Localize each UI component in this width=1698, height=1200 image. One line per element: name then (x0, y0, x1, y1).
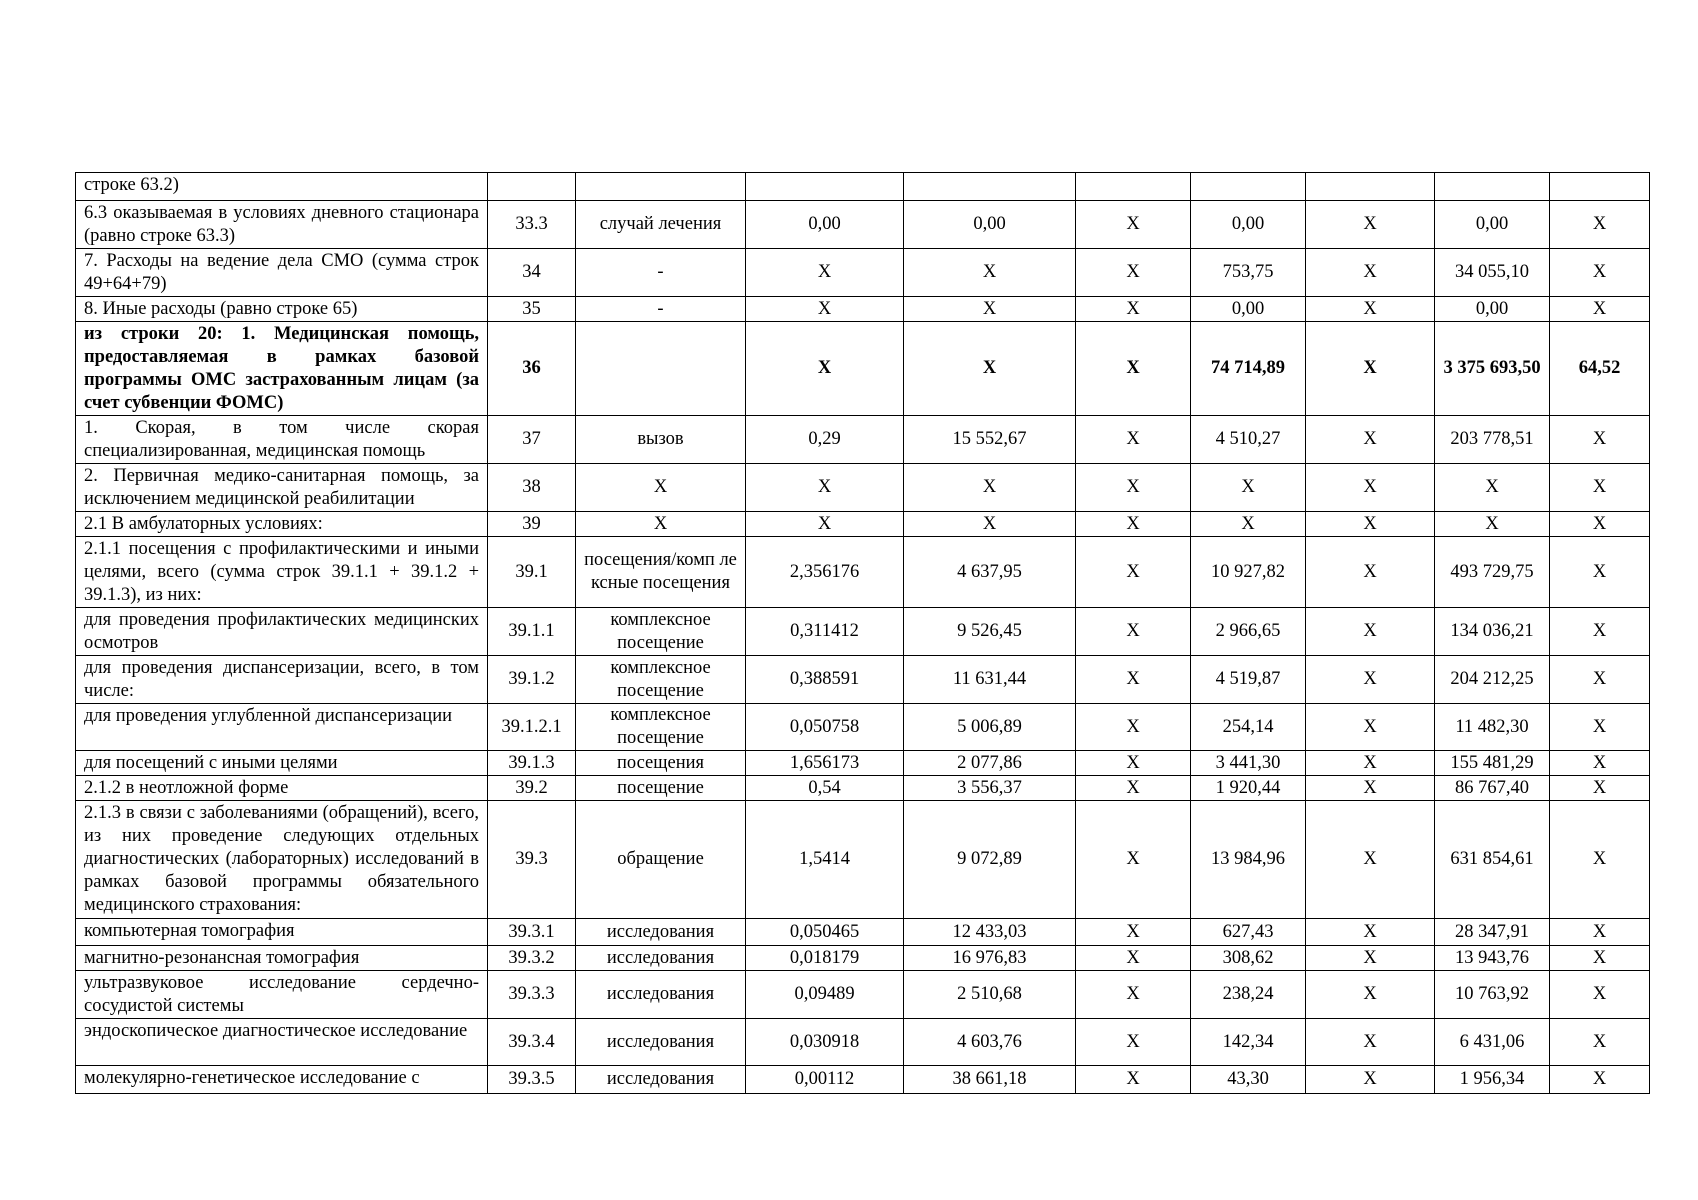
value-cell-6: X (1076, 919, 1191, 946)
value-cell-9: 203 778,51 (1435, 416, 1550, 464)
value-cell-9: 631 854,61 (1435, 801, 1550, 919)
value-cell-7: 1 920,44 (1191, 776, 1306, 801)
row-name-cell: молекулярно-генетическое исследование с (76, 1066, 488, 1094)
value-cell-5: 9 526,45 (904, 608, 1076, 656)
value-cell-7: 142,34 (1191, 1019, 1306, 1066)
value-cell-6: X (1076, 704, 1191, 751)
value-cell-4: 1,656173 (746, 751, 904, 776)
value-cell-5: 15 552,67 (904, 416, 1076, 464)
unit-cell (576, 322, 746, 416)
table-row (76, 971, 1650, 1019)
row-name-cell: ультразвуковое исследование сердечно-сосудистой системы (76, 971, 488, 1019)
value-cell-9 (1435, 173, 1550, 201)
row-name-cell: магнитно-резонансная томография (76, 946, 488, 971)
row-name-cell: 2.1.3 в связи с заболеваниями (обращений), всего, из них проведение следующих отдельных диагностических (лабораторных) исследований в рамках базовой программы обязательного медицинского страхования: (76, 801, 488, 919)
value-cell-9: 134 036,21 (1435, 608, 1550, 656)
row-code-cell: 39.3.4 (488, 1019, 576, 1066)
table-row (76, 608, 1650, 656)
value-cell-5: 5 006,89 (904, 704, 1076, 751)
value-cell-7: 4 510,27 (1191, 416, 1306, 464)
row-name-cell: для проведения профилактических медицинских осмотров (76, 608, 488, 656)
value-cell-8: X (1306, 416, 1435, 464)
value-cell-10: X (1550, 946, 1650, 971)
value-cell-7: 0,00 (1191, 201, 1306, 249)
row-code-cell: 39.1.3 (488, 751, 576, 776)
value-cell-9: 86 767,40 (1435, 776, 1550, 801)
value-cell-8: X (1306, 1019, 1435, 1066)
table-row (76, 537, 1650, 608)
value-cell-10: X (1550, 776, 1650, 801)
value-cell-9: X (1435, 512, 1550, 537)
value-cell-7: 308,62 (1191, 946, 1306, 971)
value-cell-4: 0,050758 (746, 704, 904, 751)
value-cell-4: 0,018179 (746, 946, 904, 971)
table-row (76, 1066, 1650, 1094)
row-name-cell: 1. Скорая, в том числе скорая специализированная, медицинская помощь (76, 416, 488, 464)
row-code-cell: 39 (488, 512, 576, 537)
unit-cell: X (576, 512, 746, 537)
unit-cell: вызов (576, 416, 746, 464)
row-code-cell: 37 (488, 416, 576, 464)
row-name-cell: эндоскопическое диагностическое исследование (76, 1019, 488, 1066)
row-name-cell: компьютерная томография (76, 919, 488, 946)
row-code-cell: 35 (488, 297, 576, 322)
value-cell-8: X (1306, 704, 1435, 751)
unit-cell: обращение (576, 801, 746, 919)
value-cell-4: 0,09489 (746, 971, 904, 1019)
table-body (76, 173, 1650, 1094)
value-cell-5: X (904, 297, 1076, 322)
row-code-cell: 39.3.1 (488, 919, 576, 946)
value-cell-5: 0,00 (904, 201, 1076, 249)
value-cell-10: X (1550, 512, 1650, 537)
value-cell-6: X (1076, 971, 1191, 1019)
value-cell-8: X (1306, 322, 1435, 416)
value-cell-4: 0,00 (746, 201, 904, 249)
value-cell-9: 6 431,06 (1435, 1019, 1550, 1066)
value-cell-8: X (1306, 946, 1435, 971)
value-cell-4: X (746, 322, 904, 416)
value-cell-10 (1550, 173, 1650, 201)
value-cell-4: 0,030918 (746, 1019, 904, 1066)
value-cell-6: X (1076, 776, 1191, 801)
value-cell-8: X (1306, 201, 1435, 249)
value-cell-5: 16 976,83 (904, 946, 1076, 971)
value-cell-5: 4 637,95 (904, 537, 1076, 608)
value-cell-9: 28 347,91 (1435, 919, 1550, 946)
value-cell-6: X (1076, 656, 1191, 704)
value-cell-6: X (1076, 608, 1191, 656)
row-code-cell: 34 (488, 249, 576, 297)
row-code-cell: 39.3.5 (488, 1066, 576, 1094)
value-cell-7: 627,43 (1191, 919, 1306, 946)
row-name-cell: 6.3 оказываемая в условиях дневного стационара (равно строке 63.3) (76, 201, 488, 249)
table-row (76, 322, 1650, 416)
value-cell-10: X (1550, 751, 1650, 776)
value-cell-5: 11 631,44 (904, 656, 1076, 704)
table-row (76, 201, 1650, 249)
value-cell-4: 2,356176 (746, 537, 904, 608)
value-cell-8: X (1306, 512, 1435, 537)
row-code-cell: 39.1 (488, 537, 576, 608)
value-cell-6: X (1076, 1066, 1191, 1094)
row-code-cell: 38 (488, 464, 576, 512)
value-cell-8: X (1306, 537, 1435, 608)
value-cell-5: 2 510,68 (904, 971, 1076, 1019)
value-cell-7: 43,30 (1191, 1066, 1306, 1094)
value-cell-8: X (1306, 608, 1435, 656)
row-name-cell: 7. Расходы на ведение дела СМО (сумма строк 49+64+79) (76, 249, 488, 297)
table-row (76, 801, 1650, 919)
value-cell-8: X (1306, 776, 1435, 801)
table-row (76, 416, 1650, 464)
value-cell-8: X (1306, 464, 1435, 512)
value-cell-4: 0,29 (746, 416, 904, 464)
value-cell-10: X (1550, 801, 1650, 919)
unit-cell: - (576, 297, 746, 322)
value-cell-9: 3 375 693,50 (1435, 322, 1550, 416)
value-cell-10: X (1550, 1019, 1650, 1066)
value-cell-9: 0,00 (1435, 297, 1550, 322)
value-cell-6: X (1076, 416, 1191, 464)
row-name-cell: для посещений с иными целями (76, 751, 488, 776)
row-name-cell: для проведения углубленной диспансеризации (76, 704, 488, 751)
value-cell-10: X (1550, 704, 1650, 751)
value-cell-7: 254,14 (1191, 704, 1306, 751)
value-cell-5: X (904, 322, 1076, 416)
unit-cell: комплексное посещение (576, 704, 746, 751)
unit-cell: посещения/комп ле ксные посещения (576, 537, 746, 608)
value-cell-4: X (746, 297, 904, 322)
value-cell-8: X (1306, 971, 1435, 1019)
row-name-cell: 8. Иные расходы (равно строке 65) (76, 297, 488, 322)
value-cell-6: X (1076, 537, 1191, 608)
row-name-cell: 2.1.2 в неотложной форме (76, 776, 488, 801)
value-cell-10: X (1550, 201, 1650, 249)
value-cell-7: 3 441,30 (1191, 751, 1306, 776)
value-cell-10: X (1550, 971, 1650, 1019)
unit-cell: исследования (576, 1019, 746, 1066)
value-cell-10: 64,52 (1550, 322, 1650, 416)
value-cell-10: X (1550, 919, 1650, 946)
value-cell-7: 0,00 (1191, 297, 1306, 322)
unit-cell: комплексное посещение (576, 608, 746, 656)
value-cell-5: 9 072,89 (904, 801, 1076, 919)
value-cell-4: 0,54 (746, 776, 904, 801)
value-cell-4: X (746, 249, 904, 297)
table-row (76, 656, 1650, 704)
value-cell-7: 2 966,65 (1191, 608, 1306, 656)
table-row (76, 776, 1650, 801)
value-cell-7: X (1191, 464, 1306, 512)
value-cell-6 (1076, 173, 1191, 201)
value-cell-6: X (1076, 297, 1191, 322)
value-cell-8: X (1306, 801, 1435, 919)
row-name-cell: 2.1.1 посещения с профилактическими и иными целями, всего (сумма строк 39.1.1 + 39.1.2 + 39.1.3), из них: (76, 537, 488, 608)
value-cell-9: 0,00 (1435, 201, 1550, 249)
table-row (76, 1019, 1650, 1066)
unit-cell: комплексное посещение (576, 656, 746, 704)
row-code-cell: 39.2 (488, 776, 576, 801)
value-cell-10: X (1550, 464, 1650, 512)
value-cell-4 (746, 173, 904, 201)
value-cell-6: X (1076, 322, 1191, 416)
row-name-cell: строке 63.2) (76, 173, 488, 201)
row-name-cell: 2. Первичная медико-санитарная помощь, за исключением медицинской реабилитации (76, 464, 488, 512)
value-cell-7 (1191, 173, 1306, 201)
value-cell-5 (904, 173, 1076, 201)
table-row (76, 297, 1650, 322)
row-code-cell: 39.1.1 (488, 608, 576, 656)
value-cell-4: 0,311412 (746, 608, 904, 656)
value-cell-10: X (1550, 1066, 1650, 1094)
value-cell-5: 2 077,86 (904, 751, 1076, 776)
row-name-cell: для проведения диспансеризации, всего, в том числе: (76, 656, 488, 704)
value-cell-6: X (1076, 751, 1191, 776)
value-cell-7: 238,24 (1191, 971, 1306, 1019)
table-row (76, 464, 1650, 512)
value-cell-6: X (1076, 464, 1191, 512)
value-cell-9: 13 943,76 (1435, 946, 1550, 971)
row-code-cell (488, 173, 576, 201)
value-cell-8: X (1306, 249, 1435, 297)
table-row (76, 946, 1650, 971)
unit-cell: посещения (576, 751, 746, 776)
value-cell-5: 3 556,37 (904, 776, 1076, 801)
value-cell-8: X (1306, 919, 1435, 946)
value-cell-6: X (1076, 201, 1191, 249)
value-cell-7: 10 927,82 (1191, 537, 1306, 608)
value-cell-4: X (746, 464, 904, 512)
row-code-cell: 39.1.2 (488, 656, 576, 704)
value-cell-7: X (1191, 512, 1306, 537)
value-cell-4: 0,050465 (746, 919, 904, 946)
value-cell-6: X (1076, 801, 1191, 919)
table-row (76, 249, 1650, 297)
table-row (76, 919, 1650, 946)
value-cell-8: X (1306, 751, 1435, 776)
value-cell-5: 12 433,03 (904, 919, 1076, 946)
value-cell-5: 38 661,18 (904, 1066, 1076, 1094)
unit-cell: посещение (576, 776, 746, 801)
row-code-cell: 39.3 (488, 801, 576, 919)
value-cell-8 (1306, 173, 1435, 201)
table-row (76, 751, 1650, 776)
row-code-cell: 39.3.2 (488, 946, 576, 971)
table-row (76, 173, 1650, 201)
value-cell-4: 1,5414 (746, 801, 904, 919)
value-cell-4: X (746, 512, 904, 537)
data-table (75, 172, 1650, 1094)
value-cell-9: 34 055,10 (1435, 249, 1550, 297)
row-code-cell: 33.3 (488, 201, 576, 249)
value-cell-7: 753,75 (1191, 249, 1306, 297)
unit-cell: X (576, 464, 746, 512)
value-cell-9: 1 956,34 (1435, 1066, 1550, 1094)
value-cell-9: X (1435, 464, 1550, 512)
value-cell-9: 155 481,29 (1435, 751, 1550, 776)
value-cell-9: 11 482,30 (1435, 704, 1550, 751)
value-cell-4: 0,00112 (746, 1066, 904, 1094)
value-cell-5: 4 603,76 (904, 1019, 1076, 1066)
unit-cell: исследования (576, 971, 746, 1019)
unit-cell (576, 173, 746, 201)
value-cell-7: 4 519,87 (1191, 656, 1306, 704)
value-cell-9: 10 763,92 (1435, 971, 1550, 1019)
value-cell-9: 204 212,25 (1435, 656, 1550, 704)
row-name-cell: из строки 20: 1. Медицинская помощь, предоставляемая в рамках базовой программы ОМС застрахованным лицам (за счет субвенции ФОМС) (76, 322, 488, 416)
value-cell-10: X (1550, 297, 1650, 322)
unit-cell: - (576, 249, 746, 297)
value-cell-9: 493 729,75 (1435, 537, 1550, 608)
value-cell-6: X (1076, 1019, 1191, 1066)
value-cell-5: X (904, 512, 1076, 537)
table-row (76, 704, 1650, 751)
unit-cell: исследования (576, 1066, 746, 1094)
value-cell-5: X (904, 249, 1076, 297)
unit-cell: исследования (576, 946, 746, 971)
value-cell-6: X (1076, 512, 1191, 537)
value-cell-10: X (1550, 656, 1650, 704)
value-cell-8: X (1306, 297, 1435, 322)
value-cell-6: X (1076, 249, 1191, 297)
value-cell-6: X (1076, 946, 1191, 971)
value-cell-8: X (1306, 656, 1435, 704)
value-cell-10: X (1550, 608, 1650, 656)
value-cell-7: 74 714,89 (1191, 322, 1306, 416)
value-cell-10: X (1550, 249, 1650, 297)
value-cell-8: X (1306, 1066, 1435, 1094)
table-row (76, 512, 1650, 537)
row-code-cell: 39.1.2.1 (488, 704, 576, 751)
value-cell-10: X (1550, 416, 1650, 464)
unit-cell: исследования (576, 919, 746, 946)
unit-cell: случай лечения (576, 201, 746, 249)
value-cell-7: 13 984,96 (1191, 801, 1306, 919)
row-code-cell: 39.3.3 (488, 971, 576, 1019)
value-cell-5: X (904, 464, 1076, 512)
value-cell-10: X (1550, 537, 1650, 608)
row-name-cell: 2.1 В амбулаторных условиях: (76, 512, 488, 537)
value-cell-4: 0,388591 (746, 656, 904, 704)
row-code-cell: 36 (488, 322, 576, 416)
